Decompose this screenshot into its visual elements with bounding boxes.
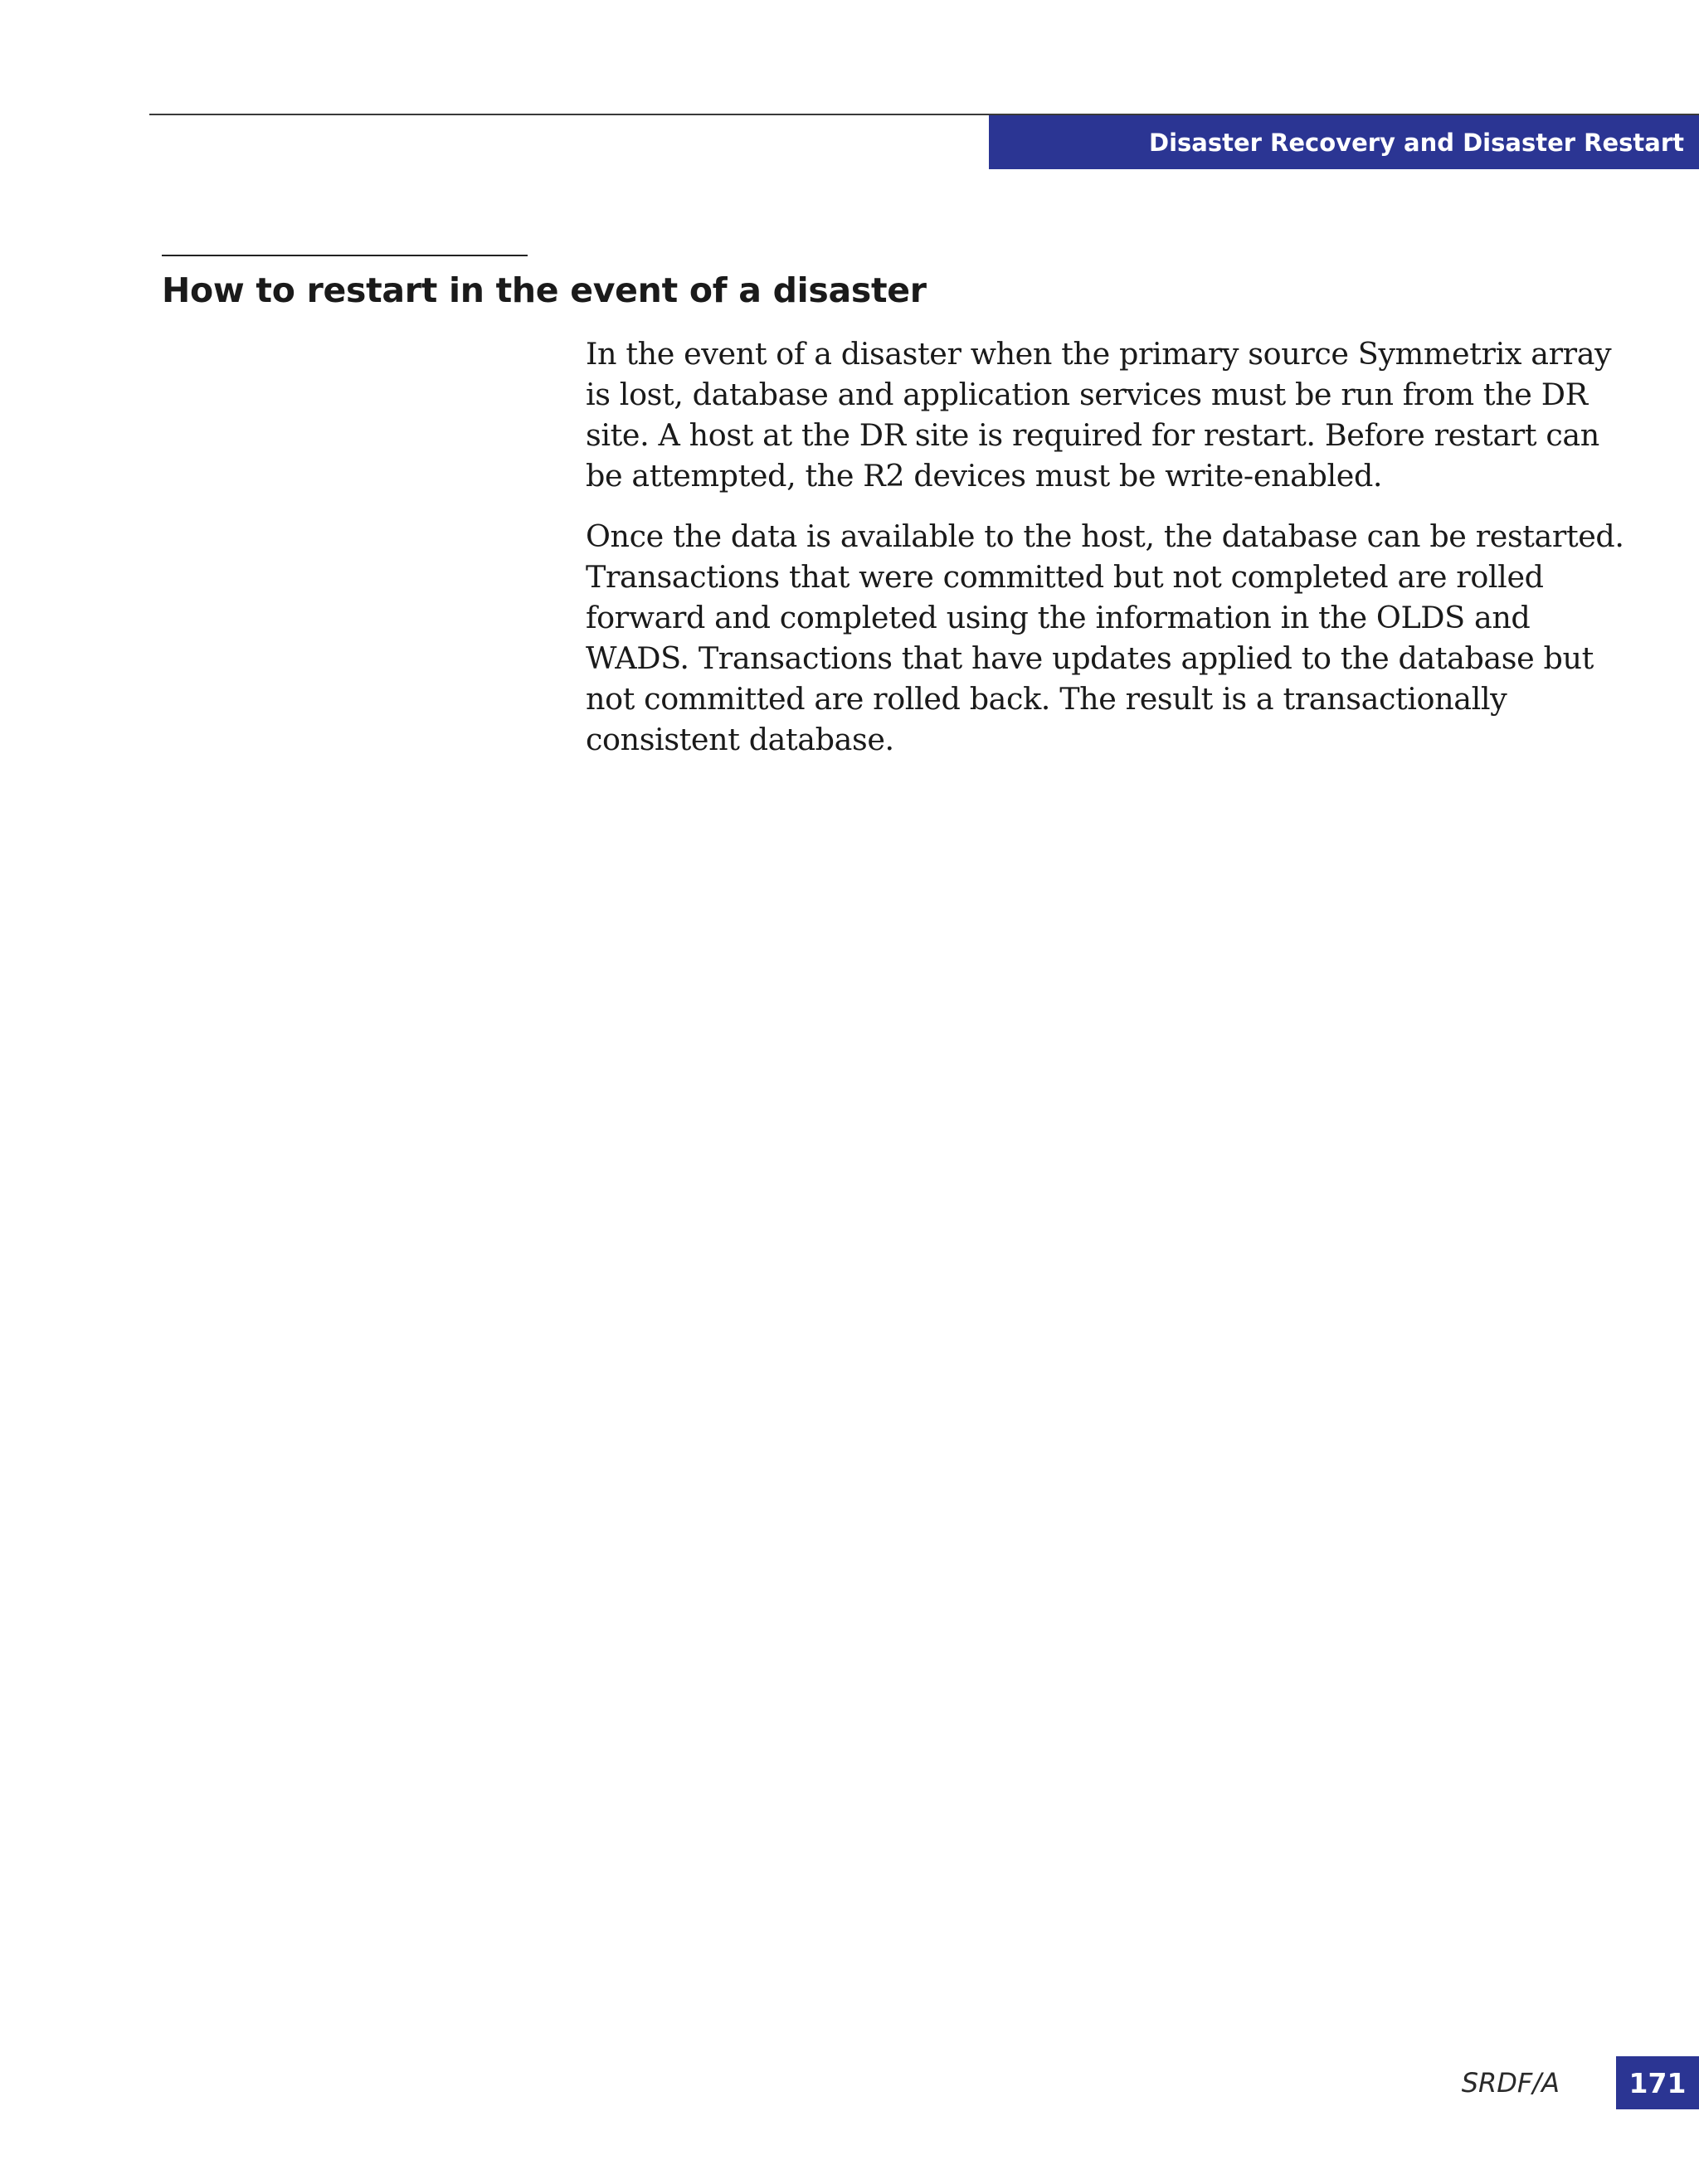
footer-book-title: SRDF/A (1461, 2067, 1560, 2099)
section-body (586, 333, 1631, 780)
body-paragraph-2: Once the data is available to the host, the database can be restarted. Transactions that were committed but not completed are rolled forward and completed using the information in the OLDS and WADS. Transactions that have updates applied to the database but not committed are rolled back. The result is a transactionally consistent database. (586, 518, 1624, 757)
page-number: 171 (1628, 2066, 1687, 2099)
chapter-title: Disaster Recovery and Disaster Restart (1149, 128, 1684, 157)
section-heading: How to restart in the event of a disaster (162, 270, 927, 310)
chapter-header-band (989, 115, 1699, 169)
page-number-badge (1616, 2056, 1699, 2109)
section-rule (162, 255, 528, 256)
body-paragraph-1: In the event of a disaster when the primary source Symmetrix array is lost, database and application services must be run from the DR site. A host at the DR site is required for restart. Before restart can be attempted, the R2 devices must be write-enabled. (586, 336, 1612, 494)
